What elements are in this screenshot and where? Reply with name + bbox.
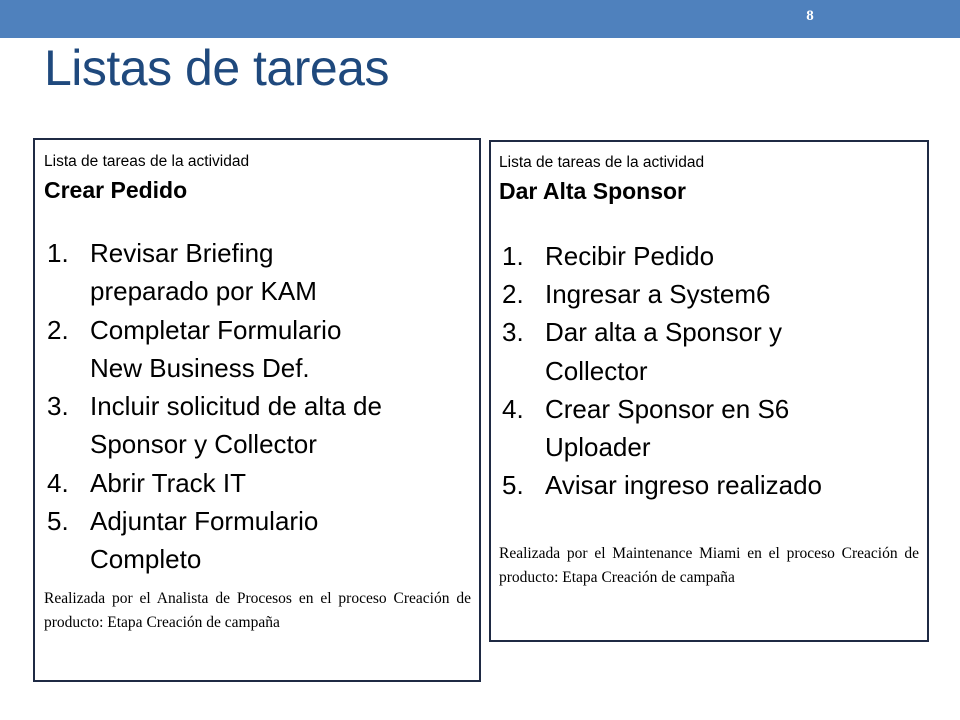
task-text-line: Collector (545, 355, 648, 386)
card-caption: Lista de tareas de la actividad (44, 153, 250, 170)
task-item (499, 275, 919, 313)
card-footer-note: Realizada por el Analista de Procesos en el proceso Creación de producto: Etapa Creación de campaña (44, 589, 471, 631)
card-heading: Crear Pedido (44, 177, 188, 203)
task-number: 3. (47, 391, 69, 422)
task-text-line: Revisar Briefing (90, 238, 274, 268)
task-number: 4. (502, 393, 524, 424)
card-caption: Lista de tareas de la actividad (499, 154, 705, 171)
task-text-line: Dar alta a Sponsor y (545, 317, 783, 348)
task-text-line: Ingresar a System6 (545, 279, 771, 310)
task-text-line: Incluir solicitud de alta de (90, 391, 382, 422)
task-text-line: New Business Def. (90, 352, 310, 383)
task-item (44, 464, 471, 502)
task-list (44, 234, 471, 579)
task-text-line: Completo (90, 544, 202, 575)
top-bar (0, 0, 960, 38)
task-text-line: Completar Formulario (90, 314, 342, 345)
card-footer-note: Realizada por el Maintenance Miami en el proceso Creación de producto: Etapa Creación de campaña (499, 545, 919, 587)
task-number: 1. (47, 238, 69, 268)
task-item (499, 466, 919, 504)
page-number: 8 (806, 8, 814, 24)
task-number: 2. (47, 314, 69, 345)
task-text-line: Recibir Pedido (545, 241, 715, 271)
task-number: 5. (502, 470, 524, 501)
task-number: 2. (502, 279, 524, 310)
task-item (499, 390, 919, 466)
task-card-dar-alta-sponsor (489, 140, 929, 642)
task-item (44, 387, 471, 464)
task-text-line: preparado por KAM (90, 276, 317, 307)
task-number: 4. (47, 467, 69, 498)
task-text-line: Uploader (545, 432, 651, 463)
task-item (499, 237, 919, 275)
task-number: 1. (502, 241, 524, 271)
task-item (44, 311, 471, 388)
task-number: 5. (47, 506, 69, 537)
task-number: 3. (502, 317, 524, 348)
task-item (44, 502, 471, 579)
task-text-line: Sponsor y Collector (90, 429, 317, 460)
card-heading: Dar Alta Sponsor (499, 178, 687, 204)
task-text-line: Adjuntar Formulario (90, 506, 319, 537)
task-text-line: Abrir Track IT (90, 467, 247, 498)
task-list (499, 237, 919, 504)
task-item (499, 313, 919, 389)
task-item (44, 234, 471, 311)
task-text-line: Crear Sponsor en S6 (545, 393, 790, 424)
slide-title: Listas de tareas (44, 40, 389, 96)
task-card-crear-pedido (33, 138, 481, 682)
task-text-line: Avisar ingreso realizado (545, 470, 822, 501)
